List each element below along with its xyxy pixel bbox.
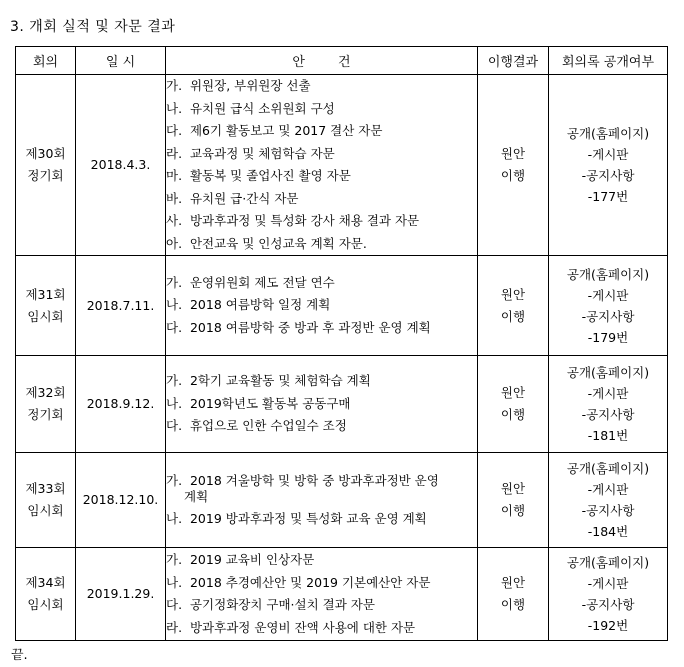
- disclosure-board: -게시판: [587, 386, 629, 401]
- agenda-item: [166, 370, 477, 393]
- agenda-list: [166, 272, 477, 340]
- meeting-number: 제31회: [25, 286, 66, 302]
- agenda-item: [166, 393, 477, 416]
- agenda-item-number: 나.: [166, 574, 183, 590]
- agenda-item-number: 라.: [166, 145, 183, 161]
- agenda-item: [166, 272, 477, 295]
- disclosure-section: -공지사항: [581, 503, 635, 518]
- disclosure-post-number: -184번: [587, 524, 629, 539]
- agenda-item: [166, 165, 477, 188]
- agenda-item: [166, 210, 477, 233]
- result-cell: [478, 356, 549, 453]
- agenda-item: [166, 233, 477, 256]
- agenda-item-text: 2018 추경예산안 및 2019 기본예산안 자문: [189, 574, 431, 590]
- agenda-item-text: 운영위원회 제도 전달 연수: [189, 274, 335, 290]
- meeting-results-table: [15, 46, 668, 641]
- agenda-item: [166, 317, 477, 340]
- disclosure-post-number: -179번: [587, 329, 629, 345]
- agenda-item-number: 라.: [166, 619, 183, 635]
- table-row: [16, 356, 668, 453]
- disclosure-status: 공개(홈페이지): [566, 365, 650, 380]
- agenda-list: [166, 549, 477, 639]
- agenda-item-text: 2019 방과후과정 및 특성화 교육 운영 계획: [189, 510, 427, 526]
- agenda-item-number: 나.: [166, 395, 183, 411]
- agenda-item-text: 2019 교육비 인상자문: [189, 552, 315, 567]
- disclosure-status: 공개(홈페이지): [566, 555, 650, 570]
- agenda-list: [166, 75, 477, 255]
- result-text: 원안: [500, 286, 526, 302]
- agenda-item-number: 가.: [166, 472, 183, 488]
- agenda-item-text: 공기정화장치 구매·설치 결과 자문: [189, 597, 375, 612]
- meeting-type: 정기회: [27, 168, 64, 183]
- disclosure-post-number: -192번: [587, 618, 629, 633]
- disclosure-cell: [549, 453, 668, 548]
- agenda-item-number: 다.: [166, 123, 183, 138]
- agenda-item-number: 가.: [166, 274, 183, 290]
- agenda-item-text: 2019학년도 활동복 공동구매: [189, 395, 351, 411]
- meeting-cell: [16, 548, 76, 641]
- disclosure-status: 공개(홈페이지): [566, 126, 650, 141]
- agenda-item-number: 아.: [166, 235, 183, 251]
- agenda-item: [166, 594, 477, 617]
- result-text: 원안: [500, 385, 526, 400]
- agenda-item: [166, 470, 477, 508]
- date-cell: 2018.12.10.: [76, 453, 166, 548]
- result-text: 이행: [500, 168, 526, 183]
- agenda-cell: [166, 256, 478, 356]
- header-result: 이행결과: [478, 47, 549, 75]
- agenda-item-number: 나.: [166, 100, 183, 116]
- agenda-cell: [166, 75, 478, 256]
- agenda-item: [166, 98, 477, 121]
- disclosure-board: -게시판: [587, 482, 629, 497]
- agenda-item: [166, 617, 477, 640]
- agenda-item-number: 나.: [166, 297, 183, 313]
- disclosure-section: -공지사항: [581, 308, 635, 324]
- disclosure-section: -공지사항: [581, 597, 635, 612]
- agenda-item-text: 활동복 및 졸업사진 촬영 자문: [189, 168, 351, 183]
- agenda-item-number: 마.: [166, 168, 183, 183]
- result-text: 이행: [500, 503, 526, 518]
- disclosure-board: -게시판: [587, 147, 629, 162]
- table-row: [16, 75, 668, 256]
- agenda-item-text: 방과후과정 및 특성화 강사 채용 결과 자문: [189, 213, 420, 228]
- meeting-type: 정기회: [27, 407, 64, 422]
- disclosure-board: -게시판: [587, 287, 629, 303]
- header-disclosure: 회의록 공개여부: [549, 47, 668, 75]
- result-cell: [478, 453, 549, 548]
- disclosure-section: -공지사항: [581, 407, 635, 422]
- header-agenda: 안 건: [166, 47, 478, 75]
- date-cell: 2018.4.3.: [76, 75, 166, 256]
- end-mark: 끝.: [11, 648, 28, 663]
- meeting-type: 임시회: [27, 308, 64, 324]
- date-cell: 2018.9.12.: [76, 356, 166, 453]
- agenda-item-text: 교육과정 및 체험학습 자문: [189, 145, 335, 161]
- agenda-list: [166, 470, 477, 531]
- result-text: 원안: [500, 481, 526, 496]
- disclosure-board: -게시판: [587, 576, 629, 591]
- meeting-cell: [16, 453, 76, 548]
- agenda-item-text: 위원장, 부위원장 선출: [189, 78, 311, 93]
- meeting-number: 제33회: [25, 481, 66, 496]
- agenda-item: [166, 120, 477, 143]
- agenda-cell: [166, 548, 478, 641]
- agenda-item: [166, 508, 477, 531]
- table-row: [16, 548, 668, 641]
- agenda-item-text: 2018 여름방학 일정 계획: [189, 297, 331, 313]
- agenda-item-number: 가.: [166, 373, 183, 389]
- meeting-number: 제32회: [25, 385, 66, 400]
- meeting-type: 임시회: [27, 503, 64, 518]
- section-title: 3. 개회 실적 및 자문 결과: [10, 19, 176, 35]
- agenda-item-text: 안전교육 및 인성교육 계획 자문.: [189, 235, 367, 251]
- header-date: 일 시: [76, 47, 166, 75]
- agenda-list: [166, 370, 477, 438]
- agenda-item-number: 다.: [166, 319, 183, 335]
- disclosure-status: 공개(홈페이지): [566, 266, 650, 282]
- result-text: 이행: [500, 597, 526, 612]
- meeting-cell: [16, 356, 76, 453]
- agenda-item: [166, 75, 477, 98]
- agenda-item-number: 다.: [166, 418, 183, 434]
- disclosure-status: 공개(홈페이지): [566, 461, 650, 476]
- agenda-item: [166, 415, 477, 438]
- meeting-number: 제34회: [25, 575, 66, 590]
- result-text: 이행: [500, 308, 526, 324]
- disclosure-post-number: -177번: [587, 189, 629, 204]
- agenda-item: [166, 143, 477, 166]
- agenda-item-text: 유치원 급식 소위원회 구성: [189, 100, 335, 116]
- agenda-item-text: 방과후과정 운영비 잔액 사용에 대한 자문: [189, 619, 416, 635]
- disclosure-cell: [549, 548, 668, 641]
- agenda-item: [166, 572, 477, 595]
- agenda-item-text: 2018 여름방학 중 방과 후 과정반 운영 계획: [189, 319, 431, 335]
- disclosure-section: -공지사항: [581, 168, 635, 183]
- meeting-type: 임시회: [27, 597, 64, 612]
- meeting-cell: [16, 256, 76, 356]
- agenda-cell: [166, 453, 478, 548]
- result-text: 원안: [500, 146, 526, 161]
- table-row: [16, 256, 668, 356]
- disclosure-post-number: -181번: [587, 428, 629, 443]
- agenda-item-text: 2학기 교육활동 및 체험학습 계획: [189, 373, 371, 389]
- date-cell: 2019.1.29.: [76, 548, 166, 641]
- table-header-row: [16, 47, 668, 75]
- agenda-item-text: 2018 겨울방학 및 방학 중 방과후과정반 운영: [189, 472, 439, 488]
- result-cell: [478, 256, 549, 356]
- meeting-number: 제30회: [25, 146, 66, 161]
- date-cell: 2018.7.11.: [76, 256, 166, 356]
- disclosure-cell: [549, 256, 668, 356]
- agenda-item-number: 가.: [166, 78, 183, 93]
- agenda-item: [166, 294, 477, 317]
- agenda-item-number: 나.: [166, 510, 183, 526]
- agenda-item-text: 제6기 활동보고 및 2017 결산 자문: [189, 123, 383, 138]
- meeting-cell: [16, 75, 76, 256]
- agenda-cell: [166, 356, 478, 453]
- result-cell: [478, 548, 549, 641]
- agenda-item-number: 다.: [166, 597, 183, 612]
- agenda-item-text: 유치원 급·간식 자문: [189, 190, 299, 206]
- header-meeting: 회의: [16, 47, 76, 75]
- agenda-item-number: 가.: [166, 552, 183, 567]
- agenda-item-number: 바.: [166, 190, 183, 206]
- agenda-item-number: 사.: [166, 213, 183, 228]
- agenda-item-continuation: 계획: [184, 488, 209, 504]
- result-text: 원안: [500, 575, 526, 590]
- disclosure-cell: [549, 356, 668, 453]
- result-cell: [478, 75, 549, 256]
- table-row: [16, 453, 668, 548]
- agenda-item-text: 휴업으로 인한 수업일수 조정: [189, 418, 347, 434]
- agenda-item: [166, 549, 477, 572]
- result-text: 이행: [500, 407, 526, 422]
- agenda-item: [166, 188, 477, 211]
- disclosure-cell: [549, 75, 668, 256]
